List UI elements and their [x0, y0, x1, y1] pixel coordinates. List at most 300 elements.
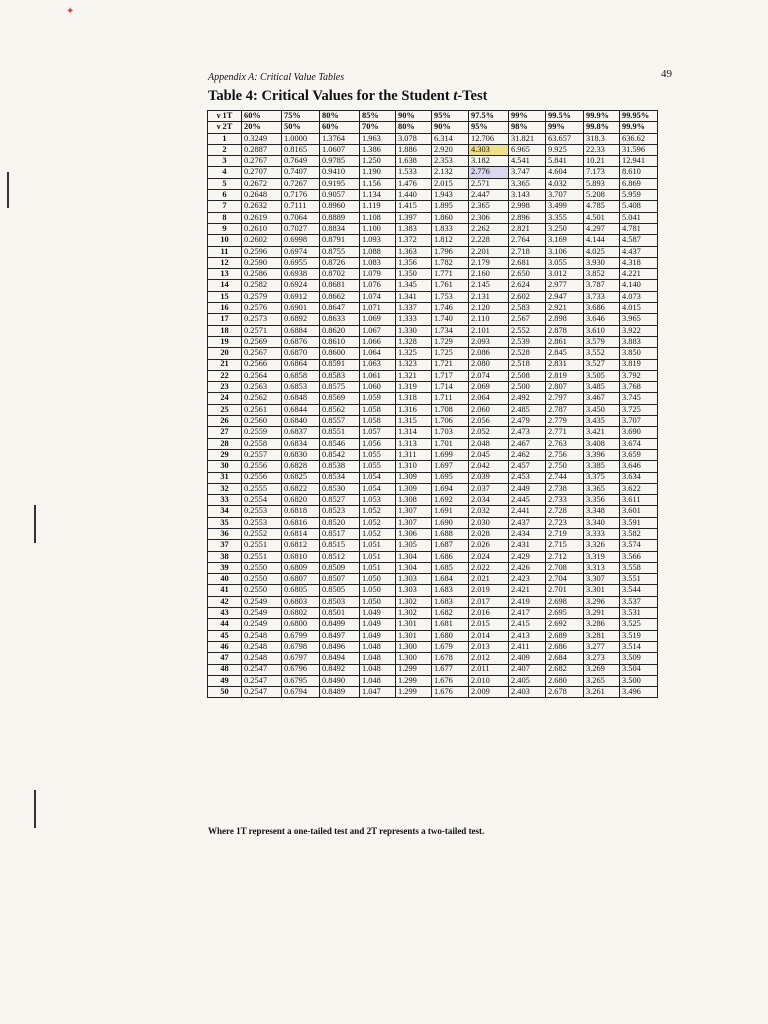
value-cell: 1.761	[432, 280, 469, 291]
value-cell: 1.055	[360, 461, 396, 472]
value-cell: 1.341	[396, 291, 432, 302]
value-cell: 0.6840	[282, 416, 320, 427]
table-title	[208, 88, 487, 105]
value-cell: 2.417	[509, 608, 546, 619]
value-cell: 2.861	[546, 336, 584, 347]
df-cell: 8	[208, 212, 242, 223]
value-cell: 3.421	[584, 427, 620, 438]
value-cell: 3.301	[584, 585, 620, 596]
value-cell: 3.333	[584, 528, 620, 539]
table-row	[208, 223, 658, 234]
value-cell: 4.318	[620, 257, 658, 268]
header-cell: 85%	[360, 111, 396, 122]
value-cell: 4.437	[620, 246, 658, 257]
value-cell: 0.6924	[282, 280, 320, 291]
value-cell: 2.034	[469, 495, 509, 506]
value-cell: 3.277	[584, 641, 620, 652]
value-cell: 0.8542	[320, 449, 360, 460]
value-cell: 1.386	[360, 144, 396, 155]
value-cell: 1.058	[360, 416, 396, 427]
value-cell: 3.965	[620, 314, 658, 325]
value-cell: 2.131	[469, 291, 509, 302]
value-cell: 1.304	[396, 551, 432, 562]
value-cell: 2.048	[469, 438, 509, 449]
df-cell: 14	[208, 280, 242, 291]
value-cell: 3.326	[584, 540, 620, 551]
value-cell: 2.686	[546, 641, 584, 652]
value-cell: 0.8551	[320, 427, 360, 438]
value-cell: 3.435	[584, 416, 620, 427]
value-cell: 0.2672	[242, 178, 282, 189]
value-cell: 0.8600	[320, 348, 360, 359]
value-cell: 0.2556	[242, 472, 282, 483]
value-cell: 1.363	[396, 246, 432, 257]
value-cell: 2.179	[469, 257, 509, 268]
value-cell: 3.558	[620, 562, 658, 573]
value-cell: 2.016	[469, 608, 509, 619]
value-cell: 3.852	[584, 269, 620, 280]
df-cell: 7	[208, 201, 242, 212]
value-cell: 31.596	[620, 144, 658, 155]
value-cell: 0.6955	[282, 257, 320, 268]
value-cell: 1.687	[432, 540, 469, 551]
value-cell: 0.2582	[242, 280, 282, 291]
df-cell: 35	[208, 517, 242, 528]
value-cell: 3.850	[620, 348, 658, 359]
title-prefix: Table 4: Critical Values for the Student	[208, 88, 454, 104]
df-cell: 45	[208, 630, 242, 641]
value-cell: 1.061	[360, 370, 396, 381]
value-cell: 1.683	[432, 596, 469, 607]
value-cell: 0.2563	[242, 382, 282, 393]
value-cell: 1.356	[396, 257, 432, 268]
df-cell: 36	[208, 528, 242, 539]
value-cell: 2.692	[546, 619, 584, 630]
value-cell: 0.2552	[242, 528, 282, 539]
value-cell: 0.2707	[242, 167, 282, 178]
value-cell: 7.173	[584, 167, 620, 178]
value-cell: 1.310	[396, 461, 432, 472]
table-row	[208, 280, 658, 291]
value-cell: 0.6858	[282, 370, 320, 381]
value-cell: 0.6807	[282, 574, 320, 585]
value-cell: 2.583	[509, 303, 546, 314]
value-cell: 0.8726	[320, 257, 360, 268]
table-row	[208, 133, 658, 144]
value-cell: 0.6853	[282, 382, 320, 393]
value-cell: 0.6796	[282, 664, 320, 675]
df-cell: 39	[208, 562, 242, 573]
value-cell: 2.719	[546, 528, 584, 539]
value-cell: 0.2571	[242, 325, 282, 336]
df-cell: 49	[208, 675, 242, 686]
value-cell: 1.328	[396, 336, 432, 347]
value-cell: 3.792	[620, 370, 658, 381]
value-cell: 4.025	[584, 246, 620, 257]
value-cell: 2.228	[469, 235, 509, 246]
table-row	[208, 336, 658, 347]
header-cell: 97.5%	[469, 111, 509, 122]
value-cell: 3.768	[620, 382, 658, 393]
value-cell: 3.504	[620, 664, 658, 675]
value-cell: 4.297	[584, 223, 620, 234]
header-cell: 70%	[360, 122, 396, 133]
header-cell: 90%	[396, 111, 432, 122]
value-cell: 3.291	[584, 608, 620, 619]
value-cell: 1.051	[360, 551, 396, 562]
value-cell: 0.8497	[320, 630, 360, 641]
value-cell: 31.821	[509, 133, 546, 144]
value-cell: 3.319	[584, 551, 620, 562]
value-cell: 0.6834	[282, 438, 320, 449]
table-row	[208, 382, 658, 393]
value-cell: 1.308	[396, 495, 432, 506]
value-cell: 1.676	[432, 687, 469, 698]
value-cell: 2.771	[546, 427, 584, 438]
header-cell: 50%	[282, 122, 320, 133]
value-cell: 3.261	[584, 687, 620, 698]
value-cell: 3.365	[584, 483, 620, 494]
value-cell: 0.2551	[242, 540, 282, 551]
table-row	[208, 144, 658, 155]
value-cell: 1.337	[396, 303, 432, 314]
value-cell: 2.797	[546, 393, 584, 404]
value-cell: 1.679	[432, 641, 469, 652]
value-cell: 1.057	[360, 427, 396, 438]
value-cell: 2.528	[509, 348, 546, 359]
table-row	[208, 461, 658, 472]
table-row	[208, 472, 658, 483]
value-cell: 2.807	[546, 382, 584, 393]
df-cell: 33	[208, 495, 242, 506]
value-cell: 2.086	[469, 348, 509, 359]
value-cell: 0.6820	[282, 495, 320, 506]
value-cell: 3.646	[620, 461, 658, 472]
value-cell: 1.063	[360, 359, 396, 370]
header-label: ν 2T	[208, 122, 242, 133]
value-cell: 4.140	[620, 280, 658, 291]
value-cell: 1.319	[396, 382, 432, 393]
df-cell: 12	[208, 257, 242, 268]
value-cell: 3.499	[546, 201, 584, 212]
value-cell: 0.6864	[282, 359, 320, 370]
value-cell: 0.8520	[320, 517, 360, 528]
value-cell: 3.566	[620, 551, 658, 562]
df-cell: 20	[208, 348, 242, 359]
t-critical-values-table	[207, 110, 658, 698]
value-cell: 2.718	[509, 246, 546, 257]
table-row	[208, 201, 658, 212]
value-cell: 1.681	[432, 619, 469, 630]
value-cell: 1.943	[432, 190, 469, 201]
value-cell: 2.019	[469, 585, 509, 596]
value-cell: 3.281	[584, 630, 620, 641]
value-cell: 0.2767	[242, 156, 282, 167]
value-cell: 1.048	[360, 675, 396, 686]
value-cell: 2.064	[469, 393, 509, 404]
table-row	[208, 257, 658, 268]
value-cell: 0.2576	[242, 303, 282, 314]
value-cell: 1.054	[360, 472, 396, 483]
df-cell: 34	[208, 506, 242, 517]
value-cell: 0.2569	[242, 336, 282, 347]
value-cell: 1.049	[360, 619, 396, 630]
value-cell: 2.457	[509, 461, 546, 472]
df-cell: 37	[208, 540, 242, 551]
value-cell: 2.920	[432, 144, 469, 155]
value-cell: 1.100	[360, 223, 396, 234]
value-cell: 2.052	[469, 427, 509, 438]
value-cell: 3.544	[620, 585, 658, 596]
value-cell: 2.429	[509, 551, 546, 562]
table-row	[208, 178, 658, 189]
value-cell: 0.6818	[282, 506, 320, 517]
value-cell: 1.088	[360, 246, 396, 257]
value-cell: 0.8538	[320, 461, 360, 472]
value-cell: 1.314	[396, 427, 432, 438]
table-row	[208, 167, 658, 178]
value-cell: 2.462	[509, 449, 546, 460]
value-cell: 2.678	[546, 687, 584, 698]
value-cell: 0.8647	[320, 303, 360, 314]
value-cell: 2.764	[509, 235, 546, 246]
value-cell: 2.024	[469, 551, 509, 562]
value-cell: 1.302	[396, 596, 432, 607]
value-cell: 3.355	[546, 212, 584, 223]
value-cell: 2.878	[546, 325, 584, 336]
value-cell: 3.385	[584, 461, 620, 472]
header-cell: 80%	[396, 122, 432, 133]
value-cell: 2.110	[469, 314, 509, 325]
value-cell: 2.831	[546, 359, 584, 370]
value-cell: 0.7267	[282, 178, 320, 189]
value-cell: 0.6802	[282, 608, 320, 619]
value-cell: 2.492	[509, 393, 546, 404]
value-cell: 0.2547	[242, 675, 282, 686]
value-cell: 3.922	[620, 325, 658, 336]
value-cell: 3.686	[584, 303, 620, 314]
value-cell: 1.734	[432, 325, 469, 336]
value-cell: 1.753	[432, 291, 469, 302]
value-cell: 2.030	[469, 517, 509, 528]
df-cell: 6	[208, 190, 242, 201]
value-cell: 0.2586	[242, 269, 282, 280]
value-cell: 2.413	[509, 630, 546, 641]
value-cell: 0.8527	[320, 495, 360, 506]
running-header: Appendix A: Critical Value Tables	[208, 72, 345, 83]
value-cell: 1.0000	[282, 133, 320, 144]
value-cell: 2.763	[546, 438, 584, 449]
value-cell: 0.6901	[282, 303, 320, 314]
value-cell: 1.083	[360, 257, 396, 268]
value-cell: 2.415	[509, 619, 546, 630]
value-cell: 1.309	[396, 472, 432, 483]
value-cell: 3.531	[620, 608, 658, 619]
value-cell: 0.8489	[320, 687, 360, 698]
header-cell: 99%	[546, 122, 584, 133]
value-cell: 0.2548	[242, 653, 282, 664]
margin-mark	[7, 172, 9, 208]
value-cell: 3.273	[584, 653, 620, 664]
value-cell: 2.039	[469, 472, 509, 483]
value-cell: 0.8165	[282, 144, 320, 155]
value-cell: 3.537	[620, 596, 658, 607]
value-cell: 3.591	[620, 517, 658, 528]
scan-speck: ✦	[66, 6, 75, 17]
value-cell: 1.690	[432, 517, 469, 528]
value-cell: 1.833	[432, 223, 469, 234]
value-cell: 0.6797	[282, 653, 320, 664]
header-label: ν 1T	[208, 111, 242, 122]
value-cell: 0.6795	[282, 675, 320, 686]
value-cell: 0.2549	[242, 596, 282, 607]
value-cell: 1.300	[396, 653, 432, 664]
value-cell: 1.309	[396, 483, 432, 494]
value-cell: 1.699	[432, 449, 469, 460]
value-cell: 1.963	[360, 133, 396, 144]
value-cell: 2.650	[509, 269, 546, 280]
value-cell: 0.6870	[282, 348, 320, 359]
value-cell: 2.508	[509, 370, 546, 381]
value-cell: 3.485	[584, 382, 620, 393]
value-cell: 1.108	[360, 212, 396, 223]
value-cell: 3.610	[584, 325, 620, 336]
value-cell: 2.750	[546, 461, 584, 472]
value-cell: 0.8534	[320, 472, 360, 483]
value-cell: 1.052	[360, 517, 396, 528]
value-cell: 2.011	[469, 664, 509, 675]
value-cell: 0.8610	[320, 336, 360, 347]
table-row	[208, 438, 658, 449]
value-cell: 1.729	[432, 336, 469, 347]
value-cell: 2.896	[509, 212, 546, 223]
value-cell: 1.050	[360, 574, 396, 585]
value-cell: 1.313	[396, 438, 432, 449]
header-cell: 20%	[242, 122, 282, 133]
value-cell: 2.060	[469, 404, 509, 415]
value-cell: 2.712	[546, 551, 584, 562]
value-cell: 2.715	[546, 540, 584, 551]
df-cell: 41	[208, 585, 242, 596]
value-cell: 0.8503	[320, 596, 360, 607]
value-cell: 5.841	[546, 156, 584, 167]
value-cell: 0.2590	[242, 257, 282, 268]
value-cell: 8.610	[620, 167, 658, 178]
value-cell: 2.453	[509, 472, 546, 483]
value-cell: 3.356	[584, 495, 620, 506]
value-cell: 63.657	[546, 133, 584, 144]
value-cell: 2.947	[546, 291, 584, 302]
df-cell: 44	[208, 619, 242, 630]
df-cell: 16	[208, 303, 242, 314]
header-cell: 95%	[469, 122, 509, 133]
value-cell: 3.574	[620, 540, 658, 551]
value-cell: 1.052	[360, 528, 396, 539]
value-cell: 1.886	[396, 144, 432, 155]
value-cell: 1.686	[432, 551, 469, 562]
value-cell: 3.747	[509, 167, 546, 178]
value-cell: 318.3	[584, 133, 620, 144]
df-cell: 21	[208, 359, 242, 370]
value-cell: 3.674	[620, 438, 658, 449]
value-cell: 1.316	[396, 404, 432, 415]
table-row	[208, 348, 658, 359]
value-cell: 1.299	[396, 675, 432, 686]
value-cell: 0.6828	[282, 461, 320, 472]
value-cell: 3.622	[620, 483, 658, 494]
table-row	[208, 314, 658, 325]
value-cell: 3.408	[584, 438, 620, 449]
value-cell: 1.315	[396, 416, 432, 427]
value-cell: 5.893	[584, 178, 620, 189]
value-cell: 1.156	[360, 178, 396, 189]
value-cell: 0.2553	[242, 506, 282, 517]
df-cell: 23	[208, 382, 242, 393]
value-cell: 0.8546	[320, 438, 360, 449]
value-cell: 3.582	[620, 528, 658, 539]
header-cell: 95%	[432, 111, 469, 122]
value-cell: 3.505	[584, 370, 620, 381]
value-cell: 2.306	[469, 212, 509, 223]
value-cell: 3.182	[469, 156, 509, 167]
value-cell: 0.2547	[242, 687, 282, 698]
value-cell: 3.296	[584, 596, 620, 607]
value-cell: 1.440	[396, 190, 432, 201]
value-cell: 2.977	[546, 280, 584, 291]
value-cell: 0.8501	[320, 608, 360, 619]
value-cell: 1.055	[360, 449, 396, 460]
value-cell: 4.541	[509, 156, 546, 167]
value-cell: 2.704	[546, 574, 584, 585]
value-cell: 2.552	[509, 325, 546, 336]
value-cell: 0.2558	[242, 438, 282, 449]
value-cell: 2.026	[469, 540, 509, 551]
df-cell: 3	[208, 156, 242, 167]
value-cell: 0.6822	[282, 483, 320, 494]
value-cell: 1.717	[432, 370, 469, 381]
value-cell: 2.028	[469, 528, 509, 539]
value-cell: 1.682	[432, 608, 469, 619]
value-cell: 0.8583	[320, 370, 360, 381]
value-cell: 636.62	[620, 133, 658, 144]
value-cell: 0.2887	[242, 144, 282, 155]
value-cell: 2.779	[546, 416, 584, 427]
value-cell: 0.2554	[242, 495, 282, 506]
value-cell: 1.685	[432, 562, 469, 573]
df-cell: 24	[208, 393, 242, 404]
value-cell: 3.883	[620, 336, 658, 347]
value-cell: 0.8662	[320, 291, 360, 302]
value-cell: 1.119	[360, 201, 396, 212]
table-row	[208, 246, 658, 257]
value-cell: 1.071	[360, 303, 396, 314]
table-row	[208, 687, 658, 698]
value-cell: 1.325	[396, 348, 432, 359]
table-row	[208, 269, 658, 280]
table-row	[208, 641, 658, 652]
value-cell: 2.473	[509, 427, 546, 438]
value-cell: 3.012	[546, 269, 584, 280]
value-cell: 0.7176	[282, 190, 320, 201]
value-cell: 3.787	[584, 280, 620, 291]
value-cell: 0.2648	[242, 190, 282, 201]
value-cell: 2.093	[469, 336, 509, 347]
value-cell: 1.299	[396, 664, 432, 675]
value-cell: 2.500	[509, 382, 546, 393]
value-cell: 1.069	[360, 314, 396, 325]
value-cell: 1.397	[396, 212, 432, 223]
value-cell: 1.051	[360, 540, 396, 551]
